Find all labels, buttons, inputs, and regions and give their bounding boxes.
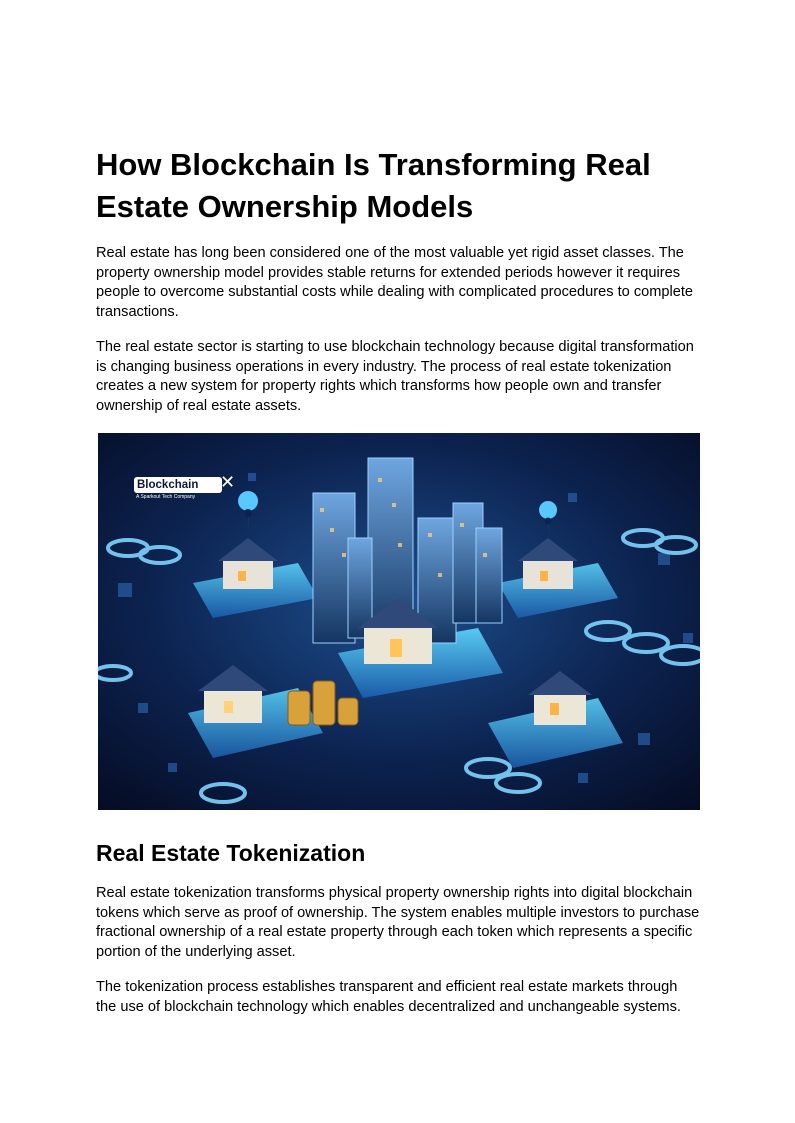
hero-illustration [98, 433, 700, 810]
intro-paragraph: Real estate has long been considered one of the most valuable yet rigid asset classes. The property ownership model provides stable returns for extended periods however it requires people to overcome substantial costs while dealing with complicated procedures to complete transactions. [96, 245, 694, 320]
logo-text: Blockchain [137, 479, 199, 491]
page-title: How Blockchain Is Transforming Real Estate Ownership Models [96, 147, 651, 224]
logo-subtext: A Sparkout Tech Company [136, 494, 196, 500]
intro-paragraph: The real estate sector is starting to use blockchain technology because digital transformation is changing business operations in every industry. The process of real estate tokenization creates a new system for property rights which transforms how people own and transfer ownership of real estate assets. [96, 339, 694, 414]
section-heading: Real Estate Tokenization [96, 840, 366, 866]
section-paragraph: Real estate tokenization transforms physical property ownership rights into digital blockchain tokens which serve as proof of ownership. The system enables multiple investors to purchase fractional ownership of a real estate property through each token which represents a specific portion of the underlying asset. [96, 885, 700, 960]
brand-logo [134, 471, 236, 501]
section-paragraph: The tokenization process establishes transparent and efficient real estate markets through the use of blockchain technology which enables decentralized and unchangeable systems. [96, 979, 681, 1015]
logo-x-mark-icon: ✕ [220, 472, 236, 493]
